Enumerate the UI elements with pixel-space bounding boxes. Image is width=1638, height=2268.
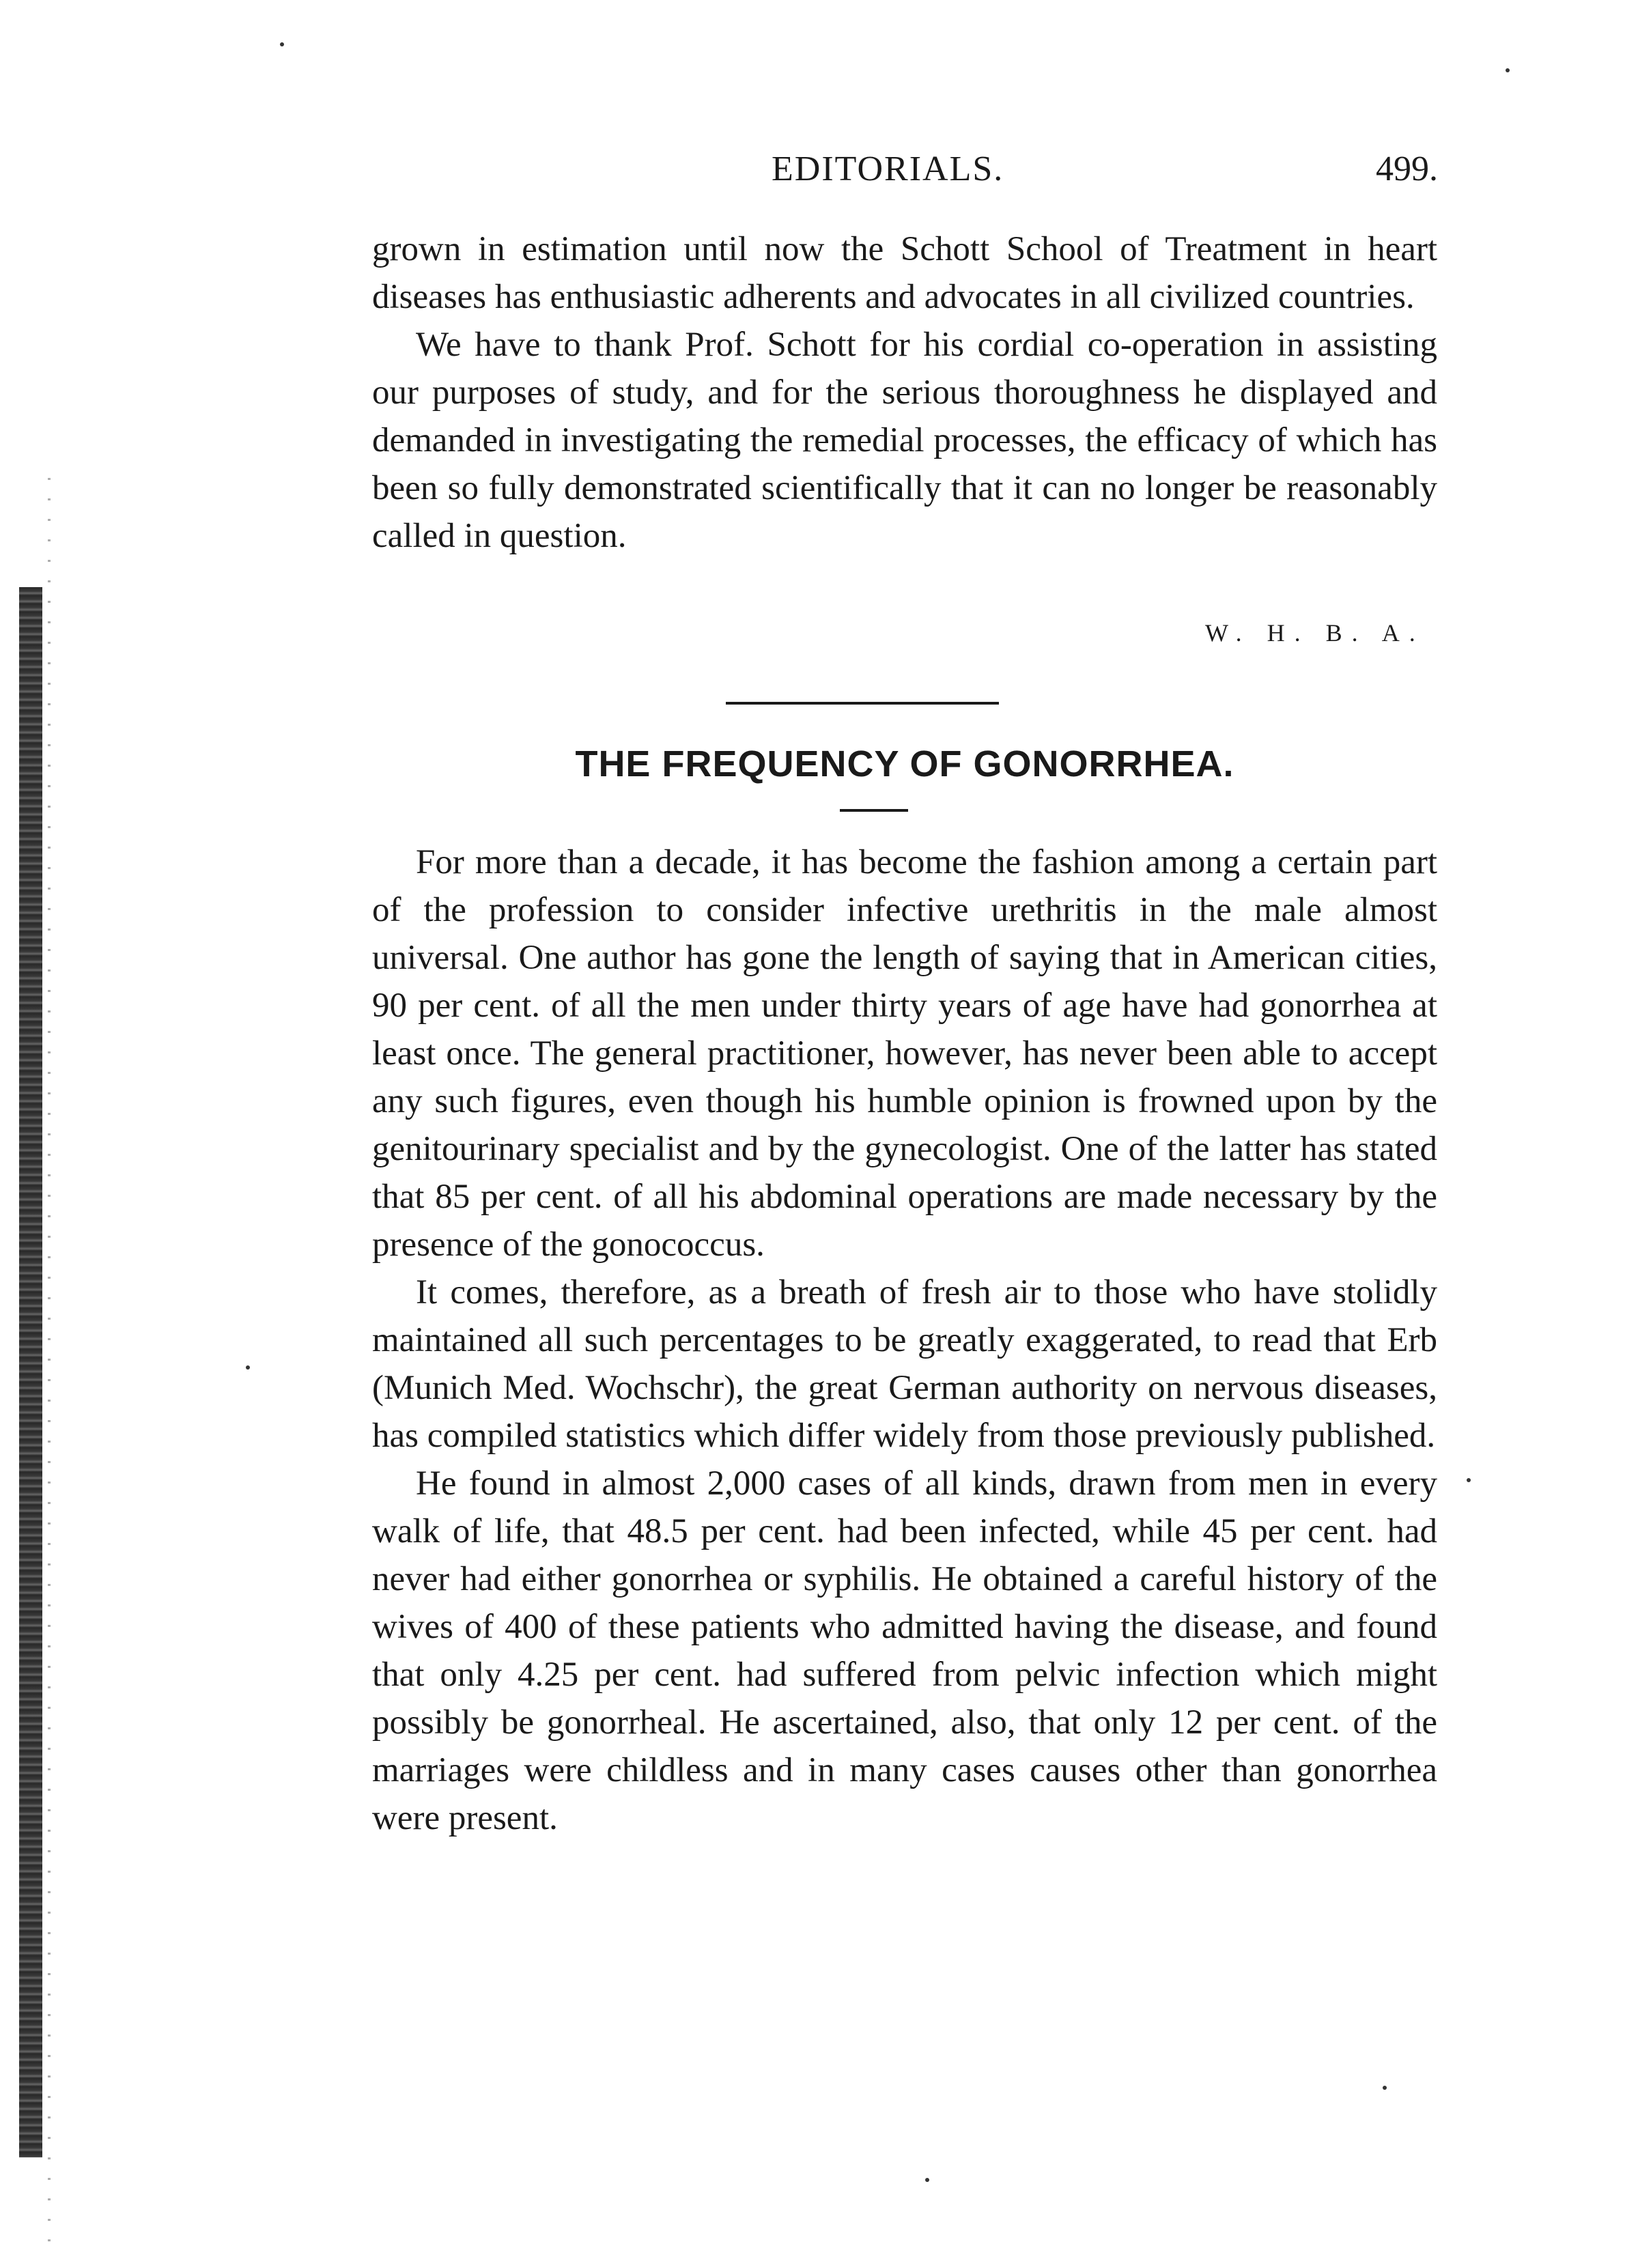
article-title: THE FREQUENCY OF GONORRHEA.: [575, 743, 1234, 784]
binding-edge: [19, 587, 42, 2157]
scan-speck: [280, 42, 284, 46]
scan-speck: [925, 2178, 929, 2182]
scan-speck: [1467, 1478, 1471, 1482]
paragraph: We have to thank Prof. Schott for his cordial co-operation in assisting our purposes of study, and for the serious thoroughness he displayed and demanded in investigating the remedial processes, the efficacy of which has been so fully demonstrated scientifically that it can no longer be reasonably called in question.: [372, 326, 1437, 555]
author-initials: W. H. B. A.: [1205, 619, 1425, 647]
paragraph: It comes, therefore, as a breath of fresh air to those who have stolidly maintained all such percentages to be greatly exaggerated, to read that Erb (Munich Med. Wochschr), the great German authority on nervous diseases, has compiled statistics which differ widely from those previously published.: [372, 1273, 1437, 1455]
scan-speck: [1383, 2086, 1387, 2090]
binding-shadow: [48, 478, 51, 2253]
paragraph: He found in almost 2,000 cases of all kinds, drawn from men in every walk of life, that 48.5 per cent. had been infected, while 45 per cent. had never had either gonorrhea or syphilis. He obtained a careful history of the wives of 400 of these patients who admitted having the disease, and found that only 4.25 per cent. had suffered from pelvic infection which might possibly be gonorrheal. He ascertained, also, that only 12 per cent. of the marriages were childless and in many cases causes other than gonorrhea were present.: [372, 1464, 1437, 1837]
paragraph: grown in estimation until now the Schott School of Treatment in heart diseases has enthusiastic adherents and advocates in all civilized countries.: [372, 230, 1437, 316]
title-underline: [840, 809, 908, 812]
running-header: EDITORIALS.: [772, 150, 1004, 188]
scan-speck: [246, 1365, 250, 1370]
page-number: 499.: [1376, 150, 1438, 188]
paragraph: For more than a decade, it has become the fashion among a certain part of the profession to consider infective urethritis in the male almost universal. One author has gone the length of saying that in American cities, 90 per cent. of all the men under thirty years of age have had gonorrhea at least once. The general practitioner, however, has never been able to accept any such figures, even though his humble opinion is frowned upon by the genitourinary specialist and by the gynecologist. One of the latter has stated that 85 per cent. of all his abdominal operations are made necessary by the presence of the gonococcus.: [372, 843, 1437, 1264]
section-divider: [726, 702, 999, 705]
scan-speck: [1506, 68, 1510, 72]
previous-article-text: [372, 225, 1437, 560]
article-body: [372, 838, 1437, 1842]
